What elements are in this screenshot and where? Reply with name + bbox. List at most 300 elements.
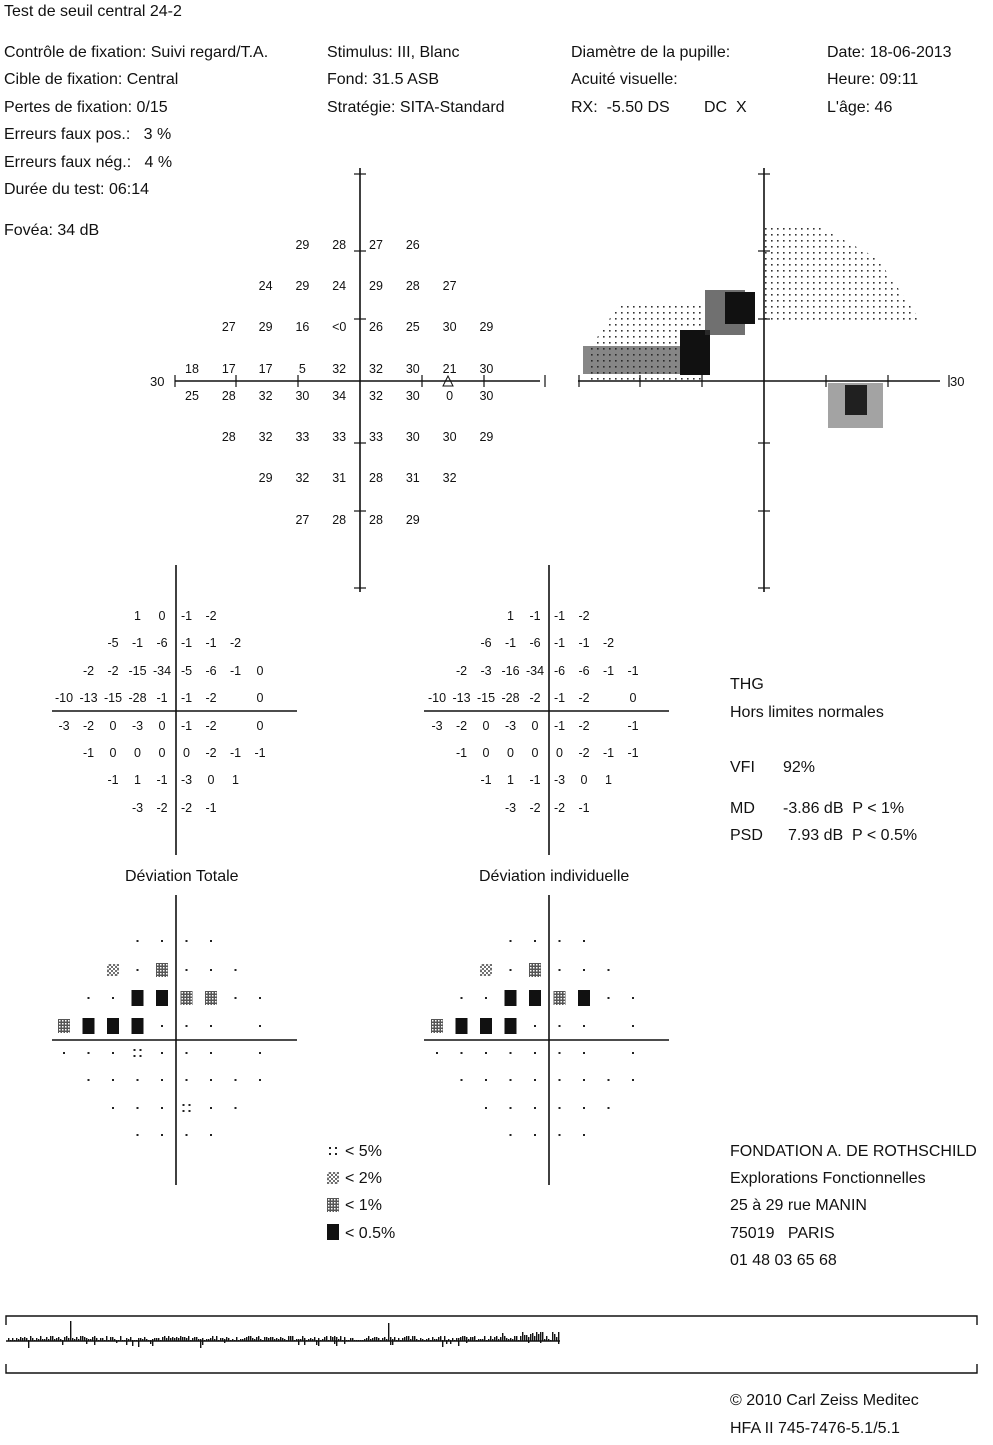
deviation-value: -1 <box>553 691 566 705</box>
md-label: MD <box>730 800 755 817</box>
deviation-value: -3 <box>504 801 517 815</box>
prob-normal <box>235 969 237 971</box>
threshold-value: 30 <box>295 389 310 403</box>
deviation-value: -1 <box>107 773 119 787</box>
deviation-value: -2 <box>180 801 193 815</box>
prob-1-symbol <box>554 991 566 1006</box>
prob-normal <box>161 940 163 942</box>
deviation-value: -1 <box>156 773 168 787</box>
deviation-value: -1 <box>82 746 95 760</box>
deviation-value: -1 <box>529 609 541 623</box>
deviation-value: 0 <box>256 691 264 705</box>
deviation-value: -3 <box>131 801 144 815</box>
deviation-value: 0 <box>183 746 190 760</box>
deviation-value: -1 <box>553 609 566 623</box>
psd-value: 7.93 dB P < 0.5% <box>788 827 918 844</box>
deviation-value: -34 <box>152 664 172 678</box>
deviation-value: 1 <box>134 609 141 623</box>
prob-2-symbol <box>480 964 492 976</box>
prob-1-symbol <box>58 1019 70 1034</box>
prob-5-symbol <box>329 1147 337 1155</box>
legend-2: < 2% <box>345 1170 382 1187</box>
deviation-value: 0 <box>256 719 264 733</box>
test-time: Heure: 09:11 <box>827 71 919 88</box>
deviation-value: -1 <box>180 609 193 623</box>
deviation-value: -1 <box>229 664 242 678</box>
deviation-value: -15 <box>476 691 496 705</box>
deviation-value: -2 <box>82 719 95 733</box>
prob-05-symbol <box>132 990 144 1006</box>
threshold-value: 28 <box>332 513 347 527</box>
deviation-value: 0 <box>556 746 563 760</box>
deviation-value: -6 <box>156 636 168 650</box>
threshold-value: 33 <box>332 430 347 444</box>
threshold-value: 29 <box>405 513 420 527</box>
strategy: Stratégie: SITA-Standard <box>327 99 505 116</box>
test-date: Date: 18-06-2013 <box>827 44 952 61</box>
deviation-value: -2 <box>205 719 217 733</box>
prob-normal <box>210 969 212 971</box>
prob-05-symbol <box>505 990 517 1006</box>
deviation-value: 0 <box>507 746 514 760</box>
greyscale-dark-patch <box>680 330 710 375</box>
threshold-value: 32 <box>369 389 383 403</box>
prob-normal <box>632 1079 634 1081</box>
threshold-value: 27 <box>295 513 310 527</box>
deviation-value: -1 <box>529 773 541 787</box>
threshold-value: 29 <box>295 279 310 293</box>
legend-05: < 0.5% <box>345 1225 396 1242</box>
institution-city: 75019 PARIS <box>730 1225 835 1242</box>
prob-1-symbol <box>431 1019 443 1034</box>
deviation-value: -1 <box>602 664 615 678</box>
prob-normal <box>632 997 634 999</box>
prob-normal <box>510 1079 512 1081</box>
threshold-value: 21 <box>442 362 457 376</box>
threshold-value: 33 <box>369 430 383 444</box>
prob-normal <box>534 940 536 942</box>
threshold-value: 27 <box>221 320 236 334</box>
deviation-value: -6 <box>205 664 217 678</box>
fovea-value: Fovéa: 34 dB <box>4 222 100 239</box>
threshold-value: <0 <box>332 320 347 334</box>
prob-normal <box>608 1079 610 1081</box>
deviation-value: 0 <box>134 746 141 760</box>
threshold-value: 28 <box>369 513 383 527</box>
threshold-value: 27 <box>442 279 457 293</box>
deviation-value: -1 <box>504 636 517 650</box>
prob-normal <box>186 1134 188 1136</box>
deviation-value: -13 <box>79 691 98 705</box>
threshold-value: 24 <box>332 279 347 293</box>
prob-normal <box>485 1107 487 1109</box>
deviation-value: -2 <box>578 746 590 760</box>
prob-5-symbol <box>183 1104 191 1112</box>
prob-normal <box>210 1052 212 1054</box>
threshold-value: 16 <box>295 320 310 334</box>
legend-1: < 1% <box>345 1197 382 1214</box>
prob-normal <box>186 969 188 971</box>
vfi-label: VFI <box>730 759 755 776</box>
deviation-value: -3 <box>180 773 193 787</box>
prob-normal <box>485 1079 487 1081</box>
threshold-value: 31 <box>405 471 420 485</box>
deviation-value: -3 <box>431 719 443 733</box>
institution-dept: Explorations Fonctionnelles <box>730 1170 926 1187</box>
prob-normal <box>112 1052 114 1054</box>
prob-normal <box>259 1052 261 1054</box>
total-deviation-label: Déviation Totale <box>125 868 239 885</box>
prob-05-symbol <box>529 990 541 1006</box>
deviation-value: -1 <box>156 691 168 705</box>
deviation-value: -1 <box>205 801 217 815</box>
deviation-value: -2 <box>578 719 590 733</box>
threshold-value: 32 <box>258 389 273 403</box>
threshold-value: 30 <box>405 389 420 403</box>
prob-normal <box>534 1052 536 1054</box>
total-deviation-numeric <box>52 565 297 855</box>
deviation-value: 0 <box>482 746 490 760</box>
deviation-value: -13 <box>452 691 471 705</box>
deviation-value: -16 <box>501 664 520 678</box>
deviation-value: -1 <box>229 746 242 760</box>
prob-normal <box>210 940 212 942</box>
threshold-value: 29 <box>479 430 494 444</box>
ght-result: Hors limites normales <box>730 704 884 721</box>
deviation-value: -28 <box>128 691 147 705</box>
prob-normal <box>88 997 90 999</box>
prob-normal <box>608 969 610 971</box>
threshold-value: 28 <box>332 238 347 252</box>
greyscale-dark-patch <box>725 292 755 324</box>
prob-normal <box>161 1134 163 1136</box>
threshold-value: 5 <box>298 362 306 376</box>
threshold-value: 28 <box>405 279 420 293</box>
threshold-value: 31 <box>332 471 347 485</box>
deviation-value: -5 <box>107 636 119 650</box>
deviation-value: 0 <box>109 746 117 760</box>
prob-05-symbol <box>480 1018 492 1034</box>
deviation-value: -1 <box>180 636 193 650</box>
prob-normal <box>632 1052 634 1054</box>
deviation-value: -3 <box>504 719 517 733</box>
deviation-value: -6 <box>529 636 541 650</box>
prob-normal <box>559 1052 561 1054</box>
deviation-value: 0 <box>629 691 637 705</box>
prob-normal <box>559 969 561 971</box>
deviation-value: -34 <box>525 664 545 678</box>
fixation-monitor: Contrôle de fixation: Suivi regard/T.A. <box>4 44 269 61</box>
threshold-value: 29 <box>258 320 273 334</box>
prob-normal <box>436 1052 438 1054</box>
prob-normal <box>534 1079 536 1081</box>
prob-normal <box>137 1134 139 1136</box>
false-pos-errors: Erreurs faux pos.: 3 % <box>4 126 172 143</box>
threshold-value: 30 <box>405 430 420 444</box>
psd-label: PSD <box>730 827 763 844</box>
deviation-value: -6 <box>553 664 566 678</box>
prob-normal <box>235 1079 237 1081</box>
deviation-value: 0 <box>256 664 264 678</box>
deviation-value: -2 <box>529 691 541 705</box>
threshold-value: 18 <box>185 362 199 376</box>
deviation-value: -15 <box>103 691 123 705</box>
prob-normal <box>461 997 463 999</box>
deviation-value: -1 <box>627 719 639 733</box>
deviation-value: 0 <box>109 719 117 733</box>
deviation-value: 1 <box>507 773 514 787</box>
legend-5: < 5% <box>345 1143 382 1160</box>
threshold-value: 28 <box>369 471 383 485</box>
prob-normal <box>161 1079 163 1081</box>
deviation-value: -2 <box>578 609 590 623</box>
prob-normal <box>559 1079 561 1081</box>
threshold-value: 30 <box>442 430 457 444</box>
prob-normal <box>583 1079 585 1081</box>
deviation-value: 0 <box>580 773 588 787</box>
prob-normal <box>161 1107 163 1109</box>
background: Fond: 31.5 ASB <box>327 71 440 88</box>
deviation-value: -3 <box>480 664 492 678</box>
threshold-value: 26 <box>369 320 383 334</box>
prob-normal <box>534 1025 536 1027</box>
prob-normal <box>112 997 114 999</box>
prob-normal <box>534 1134 536 1136</box>
prob-normal <box>137 940 139 942</box>
prob-normal <box>161 1052 163 1054</box>
prob-normal <box>510 1134 512 1136</box>
prob-normal <box>510 1052 512 1054</box>
deviation-value: -2 <box>602 636 615 650</box>
deviation-value: 0 <box>531 719 539 733</box>
threshold-value: 32 <box>442 471 457 485</box>
deviation-value: -1 <box>578 636 590 650</box>
ght-label: THG <box>730 676 764 693</box>
deviation-value: -2 <box>156 801 168 815</box>
prob-normal <box>137 1107 139 1109</box>
prob-normal <box>235 997 237 999</box>
deviation-value: -3 <box>58 719 70 733</box>
threshold-value: 30 <box>405 362 420 376</box>
institution-street: 25 à 29 rue MANIN <box>730 1197 867 1214</box>
deviation-value: -2 <box>529 801 541 815</box>
threshold-value: 30 <box>479 389 494 403</box>
prob-normal <box>461 1052 463 1054</box>
threshold-value: 24 <box>258 279 273 293</box>
prob-normal <box>186 1079 188 1081</box>
prob-1-symbol <box>181 991 193 1006</box>
fixation-target: Cible de fixation: Central <box>4 71 179 88</box>
deviation-value: -2 <box>578 691 590 705</box>
deviation-value: -3 <box>131 719 144 733</box>
pattern-deviation-label: Déviation individuelle <box>479 868 630 885</box>
deviation-value: 0 <box>207 773 215 787</box>
deviation-value: 0 <box>482 719 490 733</box>
threshold-value: 30 <box>442 320 457 334</box>
prob-05-symbol <box>132 1018 144 1034</box>
prob-normal <box>510 1107 512 1109</box>
threshold-value: 32 <box>332 362 347 376</box>
deviation-value: -1 <box>205 636 217 650</box>
prob-normal <box>485 997 487 999</box>
prob-normal <box>88 1052 90 1054</box>
deviation-value: 0 <box>158 719 166 733</box>
deviation-value: -3 <box>553 773 566 787</box>
deviation-value: 0 <box>158 746 166 760</box>
deviation-value: -1 <box>480 773 492 787</box>
prob-normal <box>186 940 188 942</box>
prob-2-symbol <box>327 1172 339 1184</box>
deviation-value: 1 <box>605 773 612 787</box>
total-deviation-probability <box>52 895 297 1185</box>
prob-normal <box>485 1052 487 1054</box>
pattern-deviation-numeric <box>424 565 669 855</box>
threshold-value: 0 <box>446 389 454 403</box>
prob-normal <box>210 1025 212 1027</box>
threshold-value: 32 <box>258 430 273 444</box>
greyscale-dark-patch <box>828 383 883 428</box>
deviation-value: -2 <box>107 664 119 678</box>
deviation-value: -10 <box>427 691 447 705</box>
deviation-value: -6 <box>578 664 590 678</box>
probability-legend <box>327 1147 339 1240</box>
deviation-value: -2 <box>205 746 217 760</box>
threshold-value: 29 <box>258 471 273 485</box>
threshold-value: 28 <box>221 430 236 444</box>
prob-05-symbol <box>83 1018 95 1034</box>
dc-cyl: DC X <box>704 99 747 116</box>
prob-05-symbol <box>327 1224 339 1240</box>
prob-normal <box>534 1107 536 1109</box>
prob-normal <box>608 997 610 999</box>
prob-normal <box>210 1134 212 1136</box>
prob-normal <box>583 1134 585 1136</box>
greyscale-axis-label: 30 <box>950 374 965 389</box>
prob-normal <box>559 1134 561 1136</box>
prob-normal <box>583 969 585 971</box>
deviation-value: -10 <box>54 691 74 705</box>
prob-normal <box>186 1052 188 1054</box>
deviation-value: -1 <box>627 664 639 678</box>
prob-normal <box>112 1079 114 1081</box>
deviation-value: -6 <box>480 636 492 650</box>
deviation-value: 0 <box>531 746 539 760</box>
prob-1-symbol <box>327 1198 339 1213</box>
prob-normal <box>583 940 585 942</box>
deviation-value: -2 <box>455 664 468 678</box>
prob-normal <box>112 1107 114 1109</box>
deviation-value: -1 <box>553 719 566 733</box>
threshold-value: 29 <box>369 279 383 293</box>
rx: RX: -5.50 DS <box>571 99 670 116</box>
deviation-value: -28 <box>501 691 520 705</box>
prob-normal <box>259 1079 261 1081</box>
prob-normal <box>137 1079 139 1081</box>
prob-normal <box>583 1052 585 1054</box>
deviation-value: 0 <box>158 609 166 623</box>
false-neg-errors: Erreurs faux nég.: 4 % <box>4 154 173 171</box>
prob-normal <box>63 1052 65 1054</box>
prob-normal <box>461 1079 463 1081</box>
prob-05-symbol <box>505 1018 517 1034</box>
greyscale-map <box>578 168 964 592</box>
institution-name: FONDATION A. DE ROTHSCHILD <box>730 1143 977 1160</box>
threshold-value: 30 <box>479 362 494 376</box>
prob-normal <box>608 1107 610 1109</box>
threshold-value: 32 <box>369 362 383 376</box>
deviation-value: -1 <box>180 691 193 705</box>
report-title: Test de seuil central 24-2 <box>4 3 182 20</box>
prob-1-symbol <box>205 991 217 1006</box>
threshold-value: 26 <box>405 238 420 252</box>
pupil-diameter: Diamètre de la pupille: <box>571 44 731 61</box>
deviation-value: -5 <box>180 664 193 678</box>
deviation-value: -2 <box>229 636 242 650</box>
deviation-value: 1 <box>134 773 141 787</box>
vfi-value: 92% <box>783 759 816 776</box>
threshold-value: 25 <box>185 389 199 403</box>
threshold-value: 33 <box>295 430 310 444</box>
deviation-value: -1 <box>578 801 590 815</box>
threshold-value: 29 <box>295 238 310 252</box>
deviation-value: -1 <box>180 719 193 733</box>
prob-normal <box>259 1025 261 1027</box>
prob-normal <box>559 940 561 942</box>
threshold-value: 29 <box>479 320 494 334</box>
deviation-value: 1 <box>232 773 239 787</box>
prob-normal <box>583 1107 585 1109</box>
threshold-map <box>150 168 545 592</box>
pattern-deviation-probability <box>424 895 669 1185</box>
visual-acuity: Acuité visuelle: <box>571 71 678 88</box>
prob-normal <box>161 1025 163 1027</box>
copyright: © 2010 Carl Zeiss Meditec <box>730 1392 919 1409</box>
deviation-value: -2 <box>455 719 468 733</box>
deviation-value: -2 <box>553 801 566 815</box>
deviation-value: -2 <box>82 664 95 678</box>
institution-phone: 01 48 03 65 68 <box>730 1252 837 1269</box>
threshold-value: 25 <box>405 320 420 334</box>
threshold-value: 17 <box>258 362 273 376</box>
threshold-value: 32 <box>295 471 310 485</box>
deviation-value: 1 <box>507 609 514 623</box>
prob-05-symbol <box>156 990 168 1006</box>
prob-normal <box>210 1079 212 1081</box>
prob-normal <box>632 1025 634 1027</box>
deviation-value: -1 <box>254 746 266 760</box>
fixation-losses: Pertes de fixation: 0/15 <box>4 99 168 116</box>
prob-normal <box>88 1079 90 1081</box>
test-duration: Durée du test: 06:14 <box>4 181 149 198</box>
prob-05-symbol <box>456 1018 468 1034</box>
prob-normal <box>259 997 261 999</box>
deviation-value: -15 <box>128 664 147 678</box>
gaze-tracking-strip <box>6 1316 977 1373</box>
prob-05-symbol <box>107 1018 119 1034</box>
prob-2-symbol <box>107 964 119 976</box>
prob-normal <box>510 940 512 942</box>
prob-normal <box>235 1107 237 1109</box>
prob-5-symbol <box>134 1049 142 1057</box>
threshold-value: 27 <box>369 238 383 252</box>
deviation-value: -1 <box>455 746 468 760</box>
deviation-value: -1 <box>131 636 144 650</box>
deviation-value: -1 <box>553 636 566 650</box>
deviation-value: -2 <box>205 691 217 705</box>
patient-age: L'âge: 46 <box>827 99 893 116</box>
threshold-axis-label: 30 <box>150 374 165 389</box>
threshold-value: 17 <box>221 362 236 376</box>
